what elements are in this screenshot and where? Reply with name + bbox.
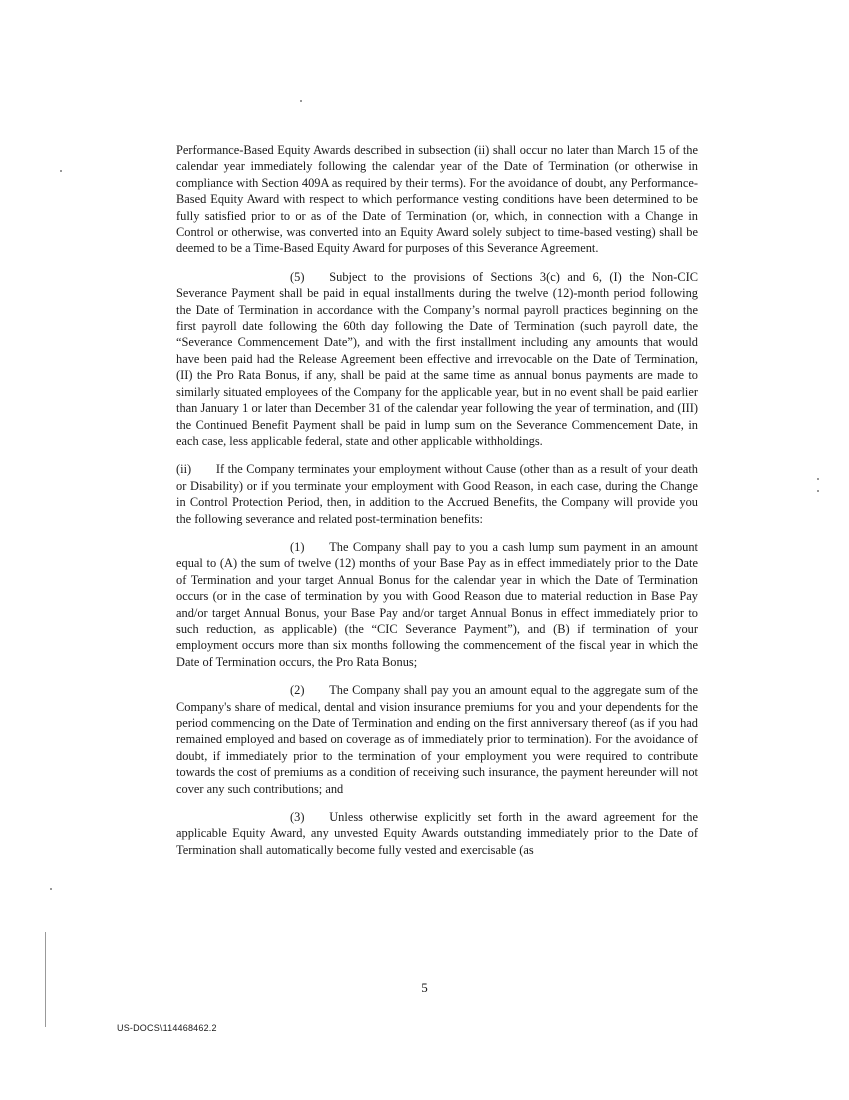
scan-speck: [300, 100, 302, 102]
scan-speck: [817, 478, 819, 480]
paragraph-ii: (ii) If the Company terminates your employment without Cause (other than as a result of your death or Disability) or if you terminate your employment with Good Reason, in each case, during the Change in Control Protection Period, then, in addition to the Accrued Benefits, the Company will provide you the following severance and related post-termination benefits:: [176, 462, 698, 526]
paragraph-5: (5) Subject to the provisions of Sections 3(c) and 6, (I) the Non-CIC Severance Payment shall be paid in equal installments during the twelve (12)-month period following the Date of Termination in accordance with the Company’s normal payroll practices beginning on the first payroll date following the 60th day following the Date of Termination (such payroll date, the “Severance Commencement Date”), and with the first installment including any amounts that would have been paid had the Release Agreement been effective and irrevocable on the Date of Termination, (II) the Pro Rata Bonus, if any, shall be paid at the same time as annual bonus payments are made to similarly situated employees of the Company for the applicable year, but in no event shall be paid earlier than January 1 or later than December 31 of the calendar year following the year of termination, and (III) the Continued Benefit Payment shall be paid in lump sum on the Severance Commencement Date, in each case, less applicable federal, state and other applicable withholdings.: [176, 269, 698, 448]
paragraph-2: (2) The Company shall pay you an amount equal to the aggregate sum of the Company's share of medical, dental and vision insurance premiums for you and your dependents for the period commencing on the Date of Termination and ending on the first anniversary thereof (as if you had remained employed and based on coverage as of immediately prior to termination). For the avoidance of doubt, if immediately prior to the termination of your employment you were required to contribute towards the cost of premiums as a condition of receiving such insurance, the payment hereunder will not cover any such contributions; and: [176, 683, 698, 796]
scan-speck: [817, 490, 819, 492]
paragraph-3: (3) Unless otherwise explicitly set forth in the award agreement for the applicable Equity Award, any unvested Equity Awards outstanding immediately prior to the Date of Termination shall automatically become fully vested and exercisable (as: [176, 810, 698, 857]
scan-speck: [60, 170, 62, 172]
document-body: [176, 142, 698, 870]
paragraph-1: (1) The Company shall pay to you a cash lump sum payment in an amount equal to (A) the sum of twelve (12) months of your Base Pay as in effect immediately prior to the Date of Termination and your target Annual Bonus for the calendar year in which the Date of Termination occurs (or in the case of termination by you with Good Reason due to material reduction in Base Pay and/or target Annual Bonus, your Base Pay and/or target Annual Bonus in effect immediately prior to such reduction, as applicable) (the “CIC Severance Payment”), and (B) if termination of your employment occurs more than six months following the commencement of the fiscal year in which the Date of Termination occurs, the Pro Rata Bonus;: [176, 539, 698, 669]
scan-speck: [50, 888, 52, 890]
page-number: 5: [421, 980, 428, 995]
paragraph-continuation: Performance-Based Equity Awards described in subsection (ii) shall occur no later than March 15 of the calendar year immediately following the calendar year of the Date of Termination (or otherwise in compliance with Section 409A as required by their terms). For the avoidance of doubt, any Performance-Based Equity Award with respect to which performance vesting conditions have been determined to be fully satisfied prior to or as of the Date of Termination (or, which, in connection with a Change in Control or otherwise, was converted into an Equity Award solely subject to time-based vesting) shall be deemed to be a Time-Based Equity Award for purposes of this Severance Agreement.: [176, 143, 698, 256]
scan-margin-line: [45, 932, 46, 1027]
document-id: US-DOCS\114468462.2: [117, 1023, 217, 1033]
